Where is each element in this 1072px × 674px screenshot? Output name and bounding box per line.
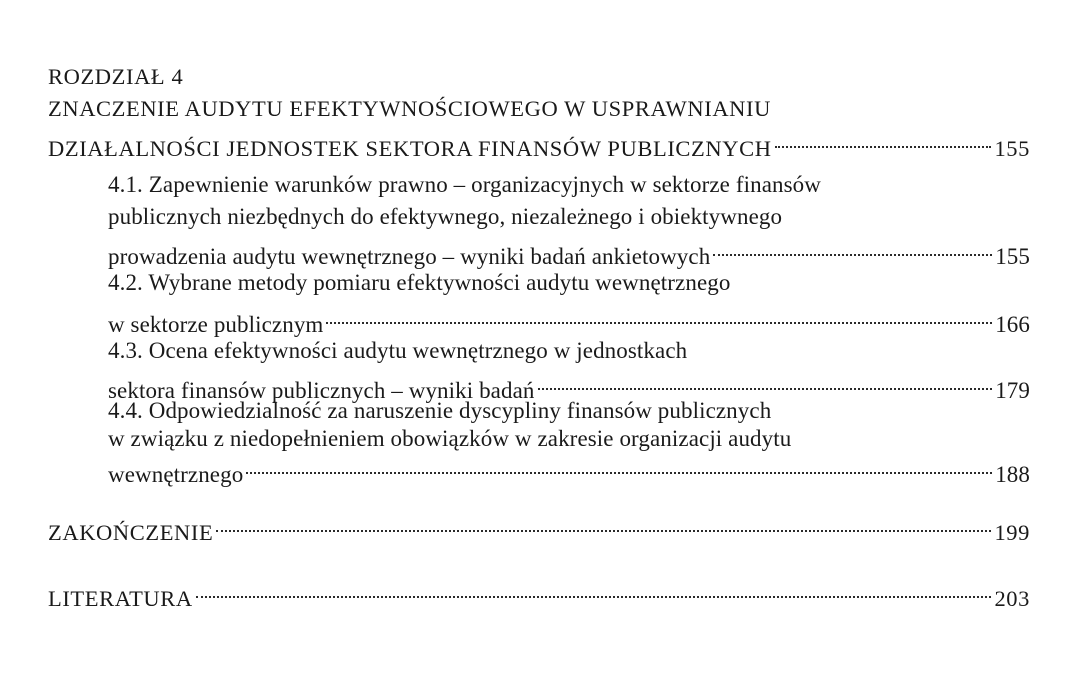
- section-4-1-line-1: [108, 170, 821, 200]
- dot-leader: [246, 452, 992, 482]
- section-4-3-text-2: sektora finansów publicznych – wyniki badań: [108, 378, 535, 403]
- chapter-number: ROZDZIAŁ 4: [48, 64, 184, 89]
- dot-leader: [713, 234, 992, 264]
- section-4-4-line-3[interactable]: [108, 452, 1030, 490]
- dot-leader: [538, 368, 993, 398]
- section-4-3-line-1: [108, 336, 687, 366]
- literature-title: LITERATURA: [48, 586, 193, 611]
- section-4-4-line-2: [108, 424, 791, 454]
- section-4-1-line-3[interactable]: [108, 234, 1030, 272]
- section-4-1-text-3: prowadzenia audytu wewnętrznego – wyniki badań ankietowych: [108, 244, 711, 269]
- conclusion-entry[interactable]: [48, 510, 1030, 548]
- chapter-heading: [48, 62, 183, 92]
- chapter-title-line-1: [48, 94, 771, 124]
- section-4-3-text-1: 4.3. Ocena efektywności audytu wewnętrznego w jednostkach: [108, 338, 688, 363]
- chapter-title-text-1: ZNACZENIE AUDYTU EFEKTYWNOŚCIOWEGO W USPRAWNIANIU: [48, 96, 771, 121]
- dot-leader: [216, 510, 991, 540]
- section-4-4-line-1: [108, 396, 771, 426]
- dot-leader: [326, 302, 992, 332]
- section-4-2-text-2: w sektorze publicznym: [108, 312, 324, 337]
- section-4-1-page-number: 155: [995, 244, 1030, 269]
- chapter-title-line-2[interactable]: [48, 126, 1030, 164]
- dot-leader: [775, 126, 992, 156]
- section-4-2-line-2[interactable]: [108, 302, 1030, 340]
- section-4-1-text-1: 4.1. Zapewnienie warunków prawno – organizacyjnych w sektorze finansów: [108, 172, 821, 197]
- section-4-4-text-2: w związku z niedopełnieniem obowiązków w zakresie organizacji audytu: [108, 426, 792, 451]
- section-4-3-page-number: 179: [995, 378, 1030, 403]
- chapter-page-number: 155: [994, 136, 1030, 161]
- section-4-4-page-number: 188: [995, 462, 1030, 487]
- section-4-4-text-1: 4.4. Odpowiedzialność za naruszenie dyscypliny finansów publicznych: [108, 398, 772, 423]
- dot-leader: [196, 576, 992, 606]
- literature-entry[interactable]: [48, 576, 1030, 614]
- literature-page-number: 203: [994, 586, 1030, 611]
- section-4-4-text-3: wewnętrznego: [108, 462, 244, 487]
- section-4-1-line-2: [108, 202, 782, 232]
- chapter-title-text-2: DZIAŁALNOŚCI JEDNOSTEK SEKTORA FINANSÓW PUBLICZNYCH: [48, 136, 772, 161]
- section-4-1-text-2: publicznych niezbędnych do efektywnego, niezależnego i obiektywnego: [108, 204, 783, 229]
- conclusion-title: ZAKOŃCZENIE: [48, 520, 214, 545]
- section-4-2-text-1: 4.2. Wybrane metody pomiaru efektywności audytu wewnętrznego: [108, 270, 731, 295]
- section-4-2-page-number: 166: [995, 312, 1030, 337]
- section-4-2-line-1: [108, 268, 730, 298]
- conclusion-page-number: 199: [994, 520, 1030, 545]
